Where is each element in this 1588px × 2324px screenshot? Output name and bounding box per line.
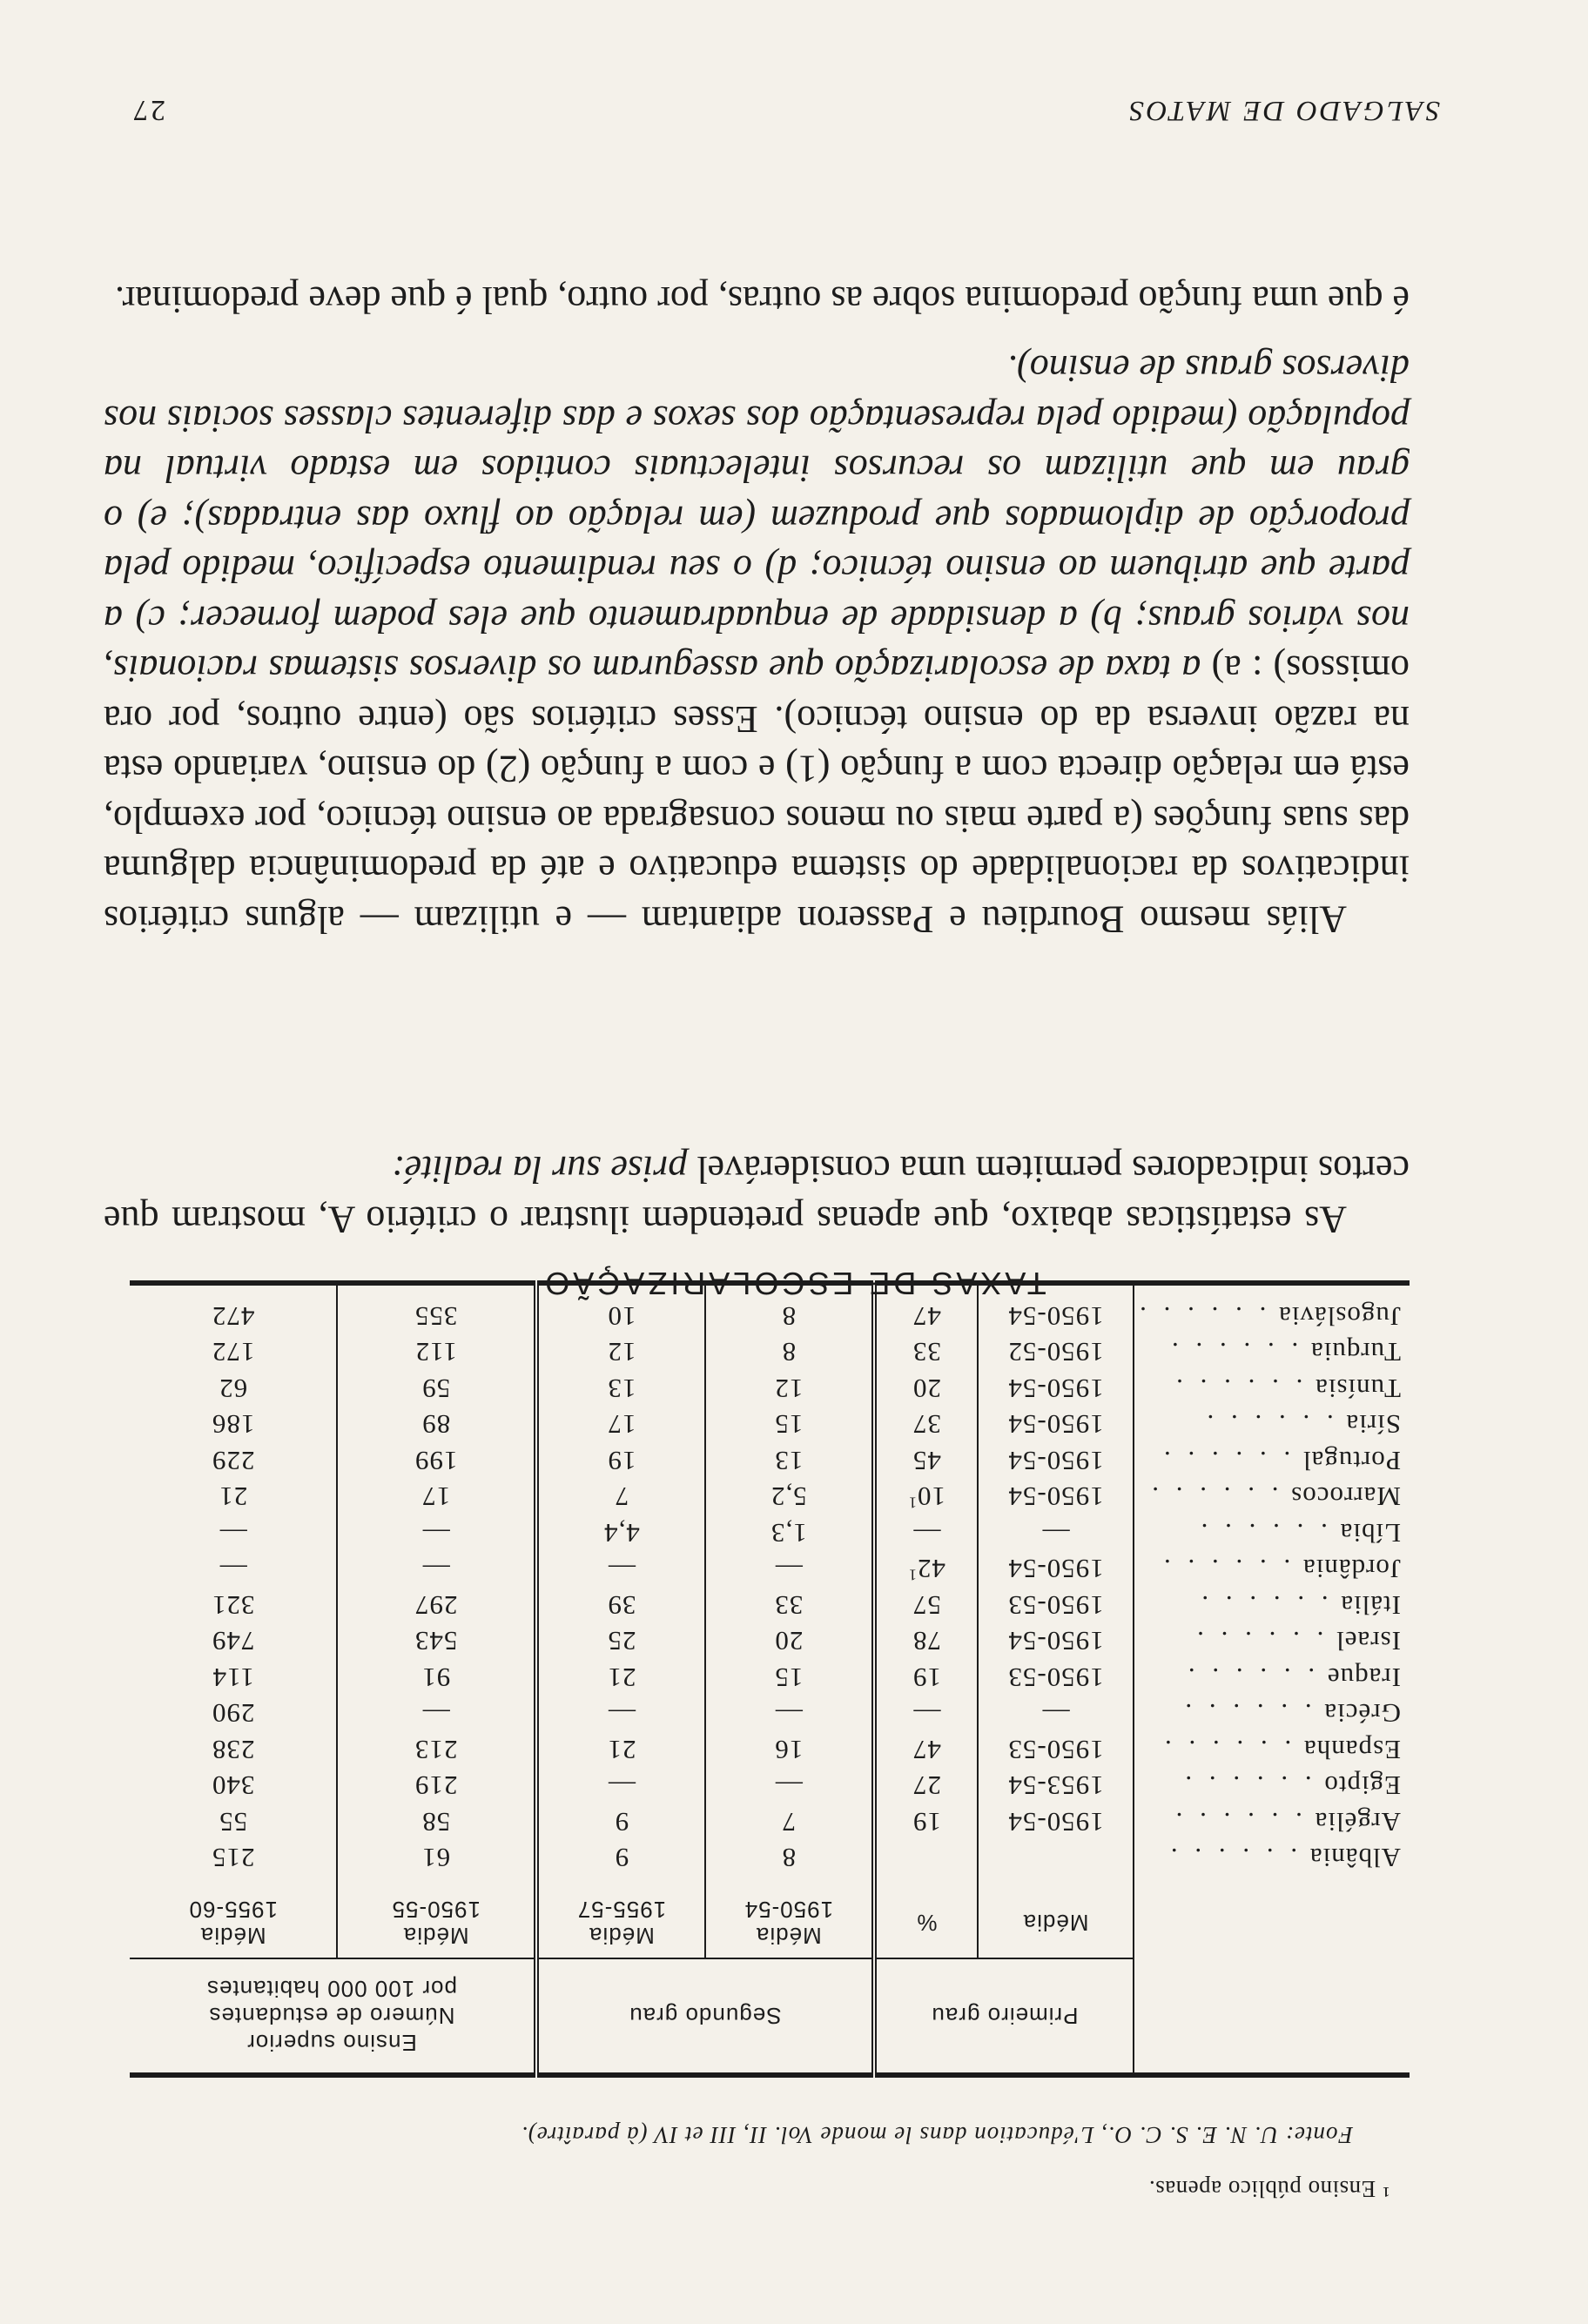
enrollment-table-wrap xyxy=(130,1280,1410,2078)
header-sec-b: Média 1955-57 xyxy=(536,1888,705,1958)
table-row xyxy=(130,1370,1410,1407)
row-secondary-1950-54: 8 xyxy=(705,1840,874,1889)
row-period: 1950-53 xyxy=(978,1731,1134,1768)
row-primary-pct: 27 xyxy=(874,1768,978,1804)
row-primary-pct: 78 xyxy=(874,1623,978,1660)
row-secondary-1950-54: — xyxy=(705,1551,874,1588)
header-secondary: Segundo grau xyxy=(536,1958,874,2075)
page-number: 27 xyxy=(131,94,165,126)
row-primary-pct: — xyxy=(874,1515,978,1551)
header-higher-line1: Ensino superior xyxy=(246,2030,417,2057)
row-secondary-1955-57: 13 xyxy=(536,1370,705,1407)
row-period: — xyxy=(978,1515,1134,1551)
row-higher-1950-55: 543 xyxy=(337,1623,536,1660)
row-secondary-1955-57: 7 xyxy=(536,1479,705,1515)
row-period: 1950-52 xyxy=(978,1334,1134,1371)
row-higher-1955-60: 215 xyxy=(130,1840,337,1889)
row-higher-1950-55: 219 xyxy=(337,1768,536,1804)
row-country: Argélia . . . . . . xyxy=(1170,1806,1401,1837)
table-row xyxy=(130,1407,1410,1443)
row-primary-pct: $42^1$ xyxy=(874,1551,978,1588)
table-row xyxy=(130,1283,1410,1334)
row-secondary-1950-54: 15 xyxy=(705,1407,874,1443)
table-row xyxy=(130,1551,1410,1588)
table-row xyxy=(130,1659,1410,1696)
row-secondary-1955-57: — xyxy=(536,1551,705,1588)
table-footnote: ¹ Ensino público apenas. xyxy=(1148,2176,1390,2202)
row-secondary-1950-54: 15 xyxy=(705,1659,874,1696)
header-country xyxy=(1134,1888,1410,2075)
row-country: Iraque . . . . . . xyxy=(1182,1662,1401,1693)
table-row xyxy=(130,1479,1410,1515)
paragraph-top-text: é que uma função predomina sobre as outras, por outro, qual é que deve predominar. xyxy=(115,279,1410,321)
row-secondary-1950-54: 13 xyxy=(705,1442,874,1479)
row-higher-1955-60: 472 xyxy=(130,1283,337,1334)
row-secondary-1955-57: 9 xyxy=(536,1803,705,1840)
row-period: 1950-53 xyxy=(978,1659,1134,1696)
row-higher-1950-55: — xyxy=(337,1551,536,1588)
row-secondary-1955-57: 39 xyxy=(536,1587,705,1623)
row-primary-pct: 57 xyxy=(874,1587,978,1623)
table-row xyxy=(130,1696,1410,1732)
row-secondary-1950-54: 16 xyxy=(705,1731,874,1768)
row-secondary-1950-54: 8 xyxy=(705,1283,874,1334)
row-period: 1950-54 xyxy=(978,1442,1134,1479)
row-period: 1950-54 xyxy=(978,1283,1134,1334)
row-primary-pct: 47 xyxy=(874,1731,978,1768)
row-higher-1955-60: 186 xyxy=(130,1407,337,1443)
header-higher xyxy=(130,1958,536,2075)
row-period xyxy=(978,1840,1134,1889)
row-higher-1955-60: 114 xyxy=(130,1659,337,1696)
row-period: — xyxy=(978,1696,1134,1732)
table-row xyxy=(130,1334,1410,1371)
row-primary-pct: — xyxy=(874,1696,978,1732)
header-primary-avg: Média xyxy=(978,1888,1134,1958)
row-higher-1950-55: 58 xyxy=(337,1803,536,1840)
source-label: Fonte: xyxy=(1285,2122,1353,2148)
row-higher-1950-55: 355 xyxy=(337,1283,536,1334)
header-hig-a: Média 1950-55 xyxy=(337,1888,536,1958)
row-higher-1955-60: 229 xyxy=(130,1442,337,1479)
row-higher-1955-60: 172 xyxy=(130,1334,337,1371)
row-primary-pct: 47 xyxy=(874,1283,978,1334)
row-secondary-1950-54: 33 xyxy=(705,1587,874,1623)
row-primary-pct: 19 xyxy=(874,1659,978,1696)
row-higher-1950-55: 91 xyxy=(337,1659,536,1696)
row-secondary-1955-57: 17 xyxy=(536,1407,705,1443)
row-higher-1950-55: 213 xyxy=(337,1731,536,1768)
row-country: Líbia . . . . . . xyxy=(1195,1517,1401,1548)
table-row xyxy=(130,1731,1410,1768)
row-higher-1955-60: 238 xyxy=(130,1731,337,1768)
row-secondary-1950-54: 1,3 xyxy=(705,1515,874,1551)
row-higher-1950-55: 17 xyxy=(337,1479,536,1515)
row-period: 1950-53 xyxy=(978,1587,1134,1623)
row-higher-1955-60: 340 xyxy=(130,1768,337,1804)
row-country: Egipto . . . . . . xyxy=(1180,1770,1401,1802)
header-primary: Primeiro grau xyxy=(874,1958,1134,2075)
row-primary-pct xyxy=(874,1840,978,1889)
row-period: 1950-54 xyxy=(978,1623,1134,1660)
row-secondary-1955-57: — xyxy=(536,1768,705,1804)
row-primary-pct: 19 xyxy=(874,1803,978,1840)
row-country: Albânia . . . . . . xyxy=(1165,1843,1401,1874)
header-higher-line2: Número de estudantes xyxy=(208,2003,455,2030)
row-higher-1950-55: 89 xyxy=(337,1407,536,1443)
row-period: 1950-54 xyxy=(978,1551,1134,1588)
row-higher-1955-60: 55 xyxy=(130,1803,337,1840)
row-secondary-1950-54: 12 xyxy=(705,1370,874,1407)
row-secondary-1955-57: 12 xyxy=(536,1334,705,1371)
row-secondary-1950-54: 8 xyxy=(705,1334,874,1371)
row-period: 1950-54 xyxy=(978,1803,1134,1840)
table-row xyxy=(130,1840,1410,1889)
row-country: Síria . . . . . . xyxy=(1201,1409,1401,1441)
row-higher-1955-60: — xyxy=(130,1551,337,1588)
row-higher-1955-60: 21 xyxy=(130,1479,337,1515)
row-secondary-1955-57: 19 xyxy=(536,1442,705,1479)
row-country: Portugal . . . . . . xyxy=(1158,1445,1401,1476)
enrollment-table xyxy=(130,1280,1410,2078)
row-secondary-1955-57: — xyxy=(536,1696,705,1732)
table-source xyxy=(521,2121,1353,2148)
row-country: Grécia . . . . . . xyxy=(1180,1698,1401,1730)
row-primary-pct: $10^1$ xyxy=(874,1479,978,1515)
row-primary-pct: 33 xyxy=(874,1334,978,1371)
criteria-text: Aliás mesmo Bourdieu e Passeron adiantam — e utilizam — alguns critérios indicativos da racionalidade do sistema educativo e até da predominância dalguma das suas funções (a parte mais ou menos consagrada ao ensino técnico, por exemplo, está em relação directa com a função (1) e com a função (2) do ensino, variando esta na razão inversa da do ensino técnico). Esses critérios são (entre outros, por ora omissos) : a) xyxy=(104,648,1410,941)
header-primary-pct: % xyxy=(874,1888,978,1958)
paragraph-top xyxy=(104,275,1410,326)
row-higher-1955-60: 62 xyxy=(130,1370,337,1407)
running-header xyxy=(131,93,1440,126)
row-country: Tunísia . . . . . . xyxy=(1171,1373,1401,1404)
row-country: Itália . . . . . . xyxy=(1196,1589,1401,1621)
row-higher-1950-55: 59 xyxy=(337,1370,536,1407)
row-secondary-1950-54: 5,2 xyxy=(705,1479,874,1515)
row-secondary-1950-54: 7 xyxy=(705,1803,874,1840)
row-higher-1950-55: — xyxy=(337,1515,536,1551)
row-country: Jugoslávia . . . . . . xyxy=(1134,1300,1401,1332)
row-higher-1950-55: 297 xyxy=(337,1587,536,1623)
table-title: TAXAS DE ESCOLARIZAÇÃO xyxy=(542,1266,1046,1301)
row-higher-1955-60: 321 xyxy=(130,1587,337,1623)
row-higher-1950-55: — xyxy=(337,1696,536,1732)
row-secondary-1955-57: 4,4 xyxy=(536,1515,705,1551)
row-secondary-1955-57: 21 xyxy=(536,1659,705,1696)
row-secondary-1950-54: 20 xyxy=(705,1623,874,1660)
row-country: Espanha . . . . . . xyxy=(1159,1734,1401,1765)
paragraph-criteria xyxy=(104,344,1410,944)
row-higher-1955-60: 749 xyxy=(130,1623,337,1660)
table-body xyxy=(130,1283,1410,1888)
row-higher-1950-55: 199 xyxy=(337,1442,536,1479)
row-country: Marrocos . . . . . . xyxy=(1147,1481,1401,1513)
paragraph-stats xyxy=(104,1145,1410,1245)
table-row xyxy=(130,1515,1410,1551)
row-higher-1955-60: — xyxy=(130,1515,337,1551)
row-secondary-1955-57: 9 xyxy=(536,1840,705,1889)
row-period: 1950-54 xyxy=(978,1407,1134,1443)
header-sec-a: Média 1950-54 xyxy=(705,1888,874,1958)
row-primary-pct: 20 xyxy=(874,1370,978,1407)
criteria-italic-text: a taxa de escolarização que asseguram os diversos sistemas racionais, nos vários graus; b) a densidade de enquadramento que eles podem fornecer; c) a parte que atribuem ao ensino técnico; d) o seu rendimento específico, medido pela proporção de diplomados que produzem (em relação ao fluxo das entradas); e) o grau em que utilizam os recursos intelectuais contidos em estado virtual na população (medido pela representação dos sexos e das diferentes classes sociais nos diversos graus de ensino). xyxy=(104,347,1410,691)
row-country: Jordânia . . . . . . xyxy=(1158,1554,1401,1585)
row-country: Israel . . . . . . xyxy=(1192,1626,1401,1657)
footnote-marker: 1 xyxy=(907,1494,917,1512)
row-higher-1955-60: 290 xyxy=(130,1696,337,1732)
row-secondary-1955-57: 21 xyxy=(536,1731,705,1768)
row-secondary-1955-57: 25 xyxy=(536,1623,705,1660)
row-period: 1950-54 xyxy=(978,1370,1134,1407)
row-higher-1950-55: 61 xyxy=(337,1840,536,1889)
row-period: 1950-54 xyxy=(978,1479,1134,1515)
row-secondary-1950-54: — xyxy=(705,1696,874,1732)
row-secondary-1955-57: 10 xyxy=(536,1283,705,1334)
source-text: U. N. E. S. C. O., L'éducation dans le monde Vol. II, III et IV (à paraître). xyxy=(521,2122,1279,2148)
row-primary-pct: 37 xyxy=(874,1407,978,1443)
footnote-marker: 1 xyxy=(907,1566,917,1584)
table-row xyxy=(130,1442,1410,1479)
table-row xyxy=(130,1803,1410,1840)
table-row xyxy=(130,1623,1410,1660)
row-period: 1953-54 xyxy=(978,1768,1134,1804)
row-secondary-1950-54: — xyxy=(705,1768,874,1804)
stats-text: As estatísticas abaixo, que apenas pretendem ilustrar o critério A, mostram que certos indicadores permitem uma considerável xyxy=(104,1148,1410,1241)
header-hig-b: Média 1955-60 xyxy=(130,1888,337,1958)
row-higher-1950-55: 112 xyxy=(337,1334,536,1371)
table-row xyxy=(130,1768,1410,1804)
row-country: Turquia . . . . . . xyxy=(1166,1337,1401,1368)
stats-italic-text: prise sur la realité: xyxy=(392,1148,688,1192)
running-title: SALGADO DE MATOS xyxy=(1127,95,1440,126)
header-higher-line3: por 100 000 habitantes xyxy=(206,1976,458,2003)
row-primary-pct: 45 xyxy=(874,1442,978,1479)
table-row xyxy=(130,1587,1410,1623)
